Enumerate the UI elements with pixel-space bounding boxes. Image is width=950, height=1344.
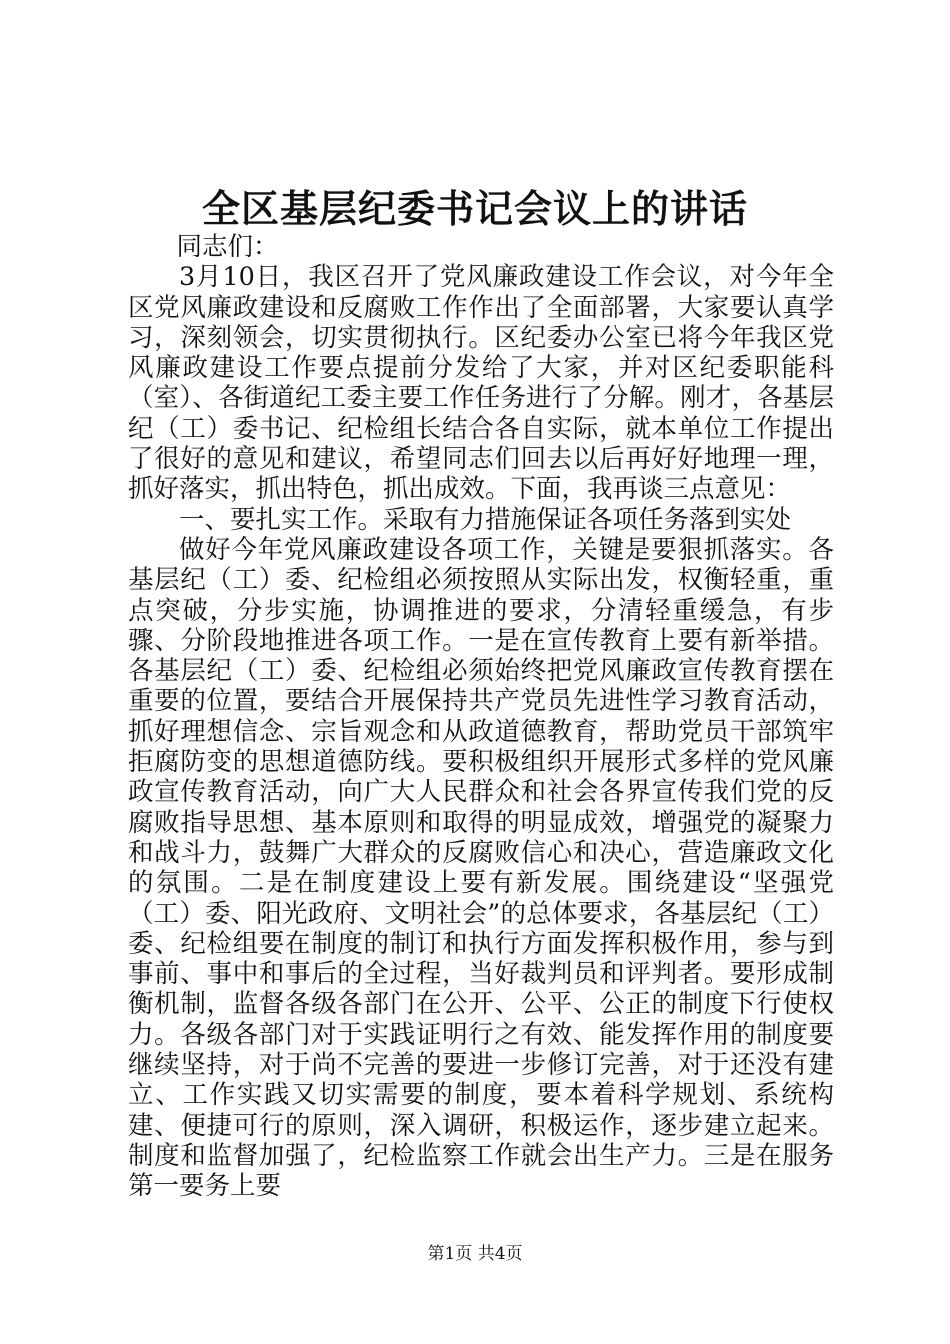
section-heading: 一、要扎实工作。采取有力措施保证各项任务落到实处 [179,504,792,535]
greeting-paragraph: 同志们： [176,232,279,262]
document-body [128,232,834,1202]
section-body-paragraph: 做好今年党风廉政建设各项工作，关键是要狠抓落实。各基层纪（工）委、纪检组必须按照从实际出发，权衡轻重，重点突破，分步实施，协调推进的要求，分清轻重缓急，有步骤、分阶段地推进各项工作。一是在宣传教育上要有新举措。各基层纪（工）委、纪检组必须始终把党风廉政宣传教育摆在重要的位置，要结合开展保持共产党员先进性学习教育活动，抓好理想信念、宗旨观念和从政道德教育，帮助党员干部筑牢拒腐防变的思想道德防线。要积极组织开展形式多样的党风廉政宣传教育活动，向广大人民群众和社会各界宣传我们党的反腐败指导思想、基本原则和取得的明显成效，增强党的凝聚力和战斗力，鼓舞广大群众的反腐败信心和决心，营造廉政文化的氛围。二是在制度建设上要有新发展。围绕建设“坚强党（工）委、阳光政府、文明社会”的总体要求，各基层纪（工）委、纪检组要在制度的制订和执行方面发挥积极作用，参与到事前、事中和事后的全过程，当好裁判员和评判者。要形成制衡机制，监督各级各部门在公开、公平、公正的制度下行使权力。各级各部门对于实践证明行之有效、能发挥作用的制度要继续坚持，对于尚不完善的要进一步修订完善，对于还没有建立、工作实践又切实需要的制度，要本着科学规划、系统构建、便捷可行的原则，深入调研，积极运作，逐步建立起来。制度和监督加强了，纪检监察工作就会出生产力。三是在服务第一要务上要 [128,534,834,1202]
intro-paragraph: 3月10日，我区召开了党风廉政建设工作会议，对今年全区党风廉政建设和反腐败工作作出了全面部署，大家要认真学习，深刻领会，切实贯彻执行。区纪委办公室已将今年我区党风廉政建设工作要点提前分发给了大家，并对区纪委职能科（室）、各街道纪工委主要工作任务进行了分解。刚才，各基层纪（工）委书记、纪检组长结合各自实际，就本单位工作提出了很好的意见和建议，希望同志们回去以后再好好地理一理，抓好落实，抓出特色，抓出成效。下面，我再谈三点意见： [128,262,834,505]
document-title: 全区基层纪委书记会议上的讲话 [201,186,748,231]
page-footer: 第1页 共4页 [427,1244,523,1264]
